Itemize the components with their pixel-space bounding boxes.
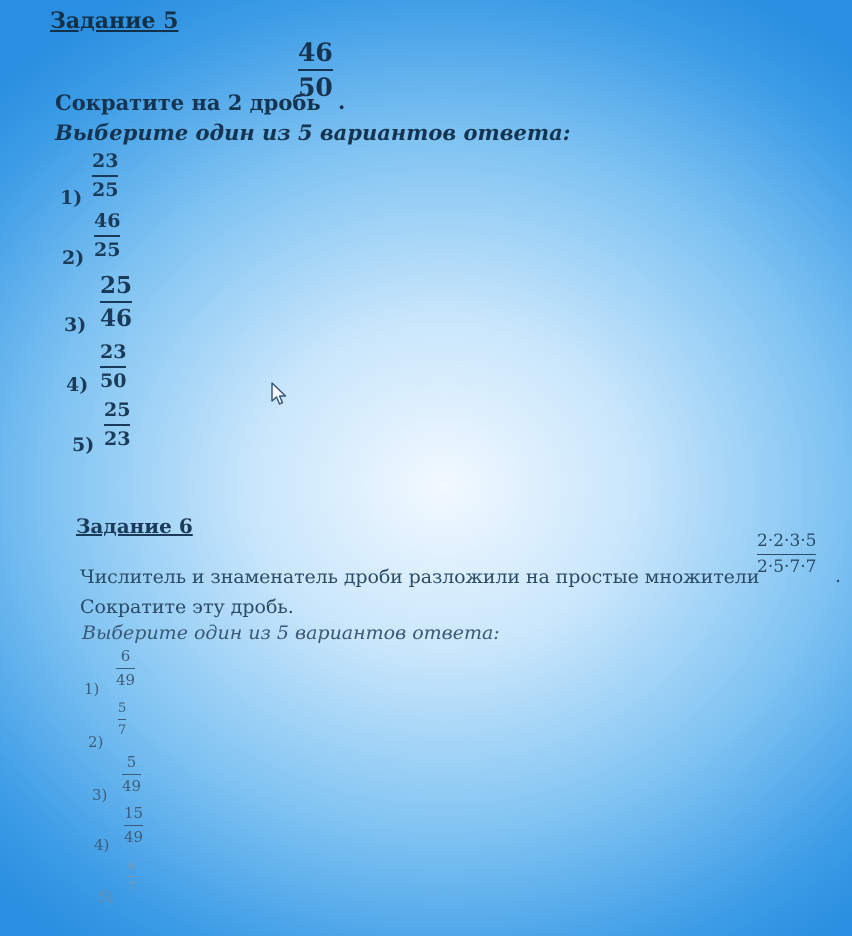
task5-fraction-denominator: 50 [298, 73, 333, 103]
option-numerator: 6 [120, 647, 131, 665]
fraction-bar [757, 554, 816, 556]
task5-option-3-fraction[interactable] [100, 274, 132, 331]
option-numerator: 23 [100, 341, 127, 363]
task6-header: Задание 6 [76, 514, 193, 538]
task6-option-4-fraction[interactable] [124, 806, 143, 846]
task5-header: Задание 5 [50, 8, 179, 34]
option-denominator: 7 [128, 879, 136, 894]
option-denominator: 46 [100, 305, 133, 333]
option-denominator: 50 [100, 369, 127, 392]
fraction-bar [116, 668, 135, 669]
fraction-bar [124, 825, 143, 826]
option-numerator: 46 [94, 210, 121, 232]
task5-option-2-label[interactable]: 2) [62, 247, 85, 269]
option-denominator: 49 [124, 827, 144, 846]
task5-option-4-label[interactable]: 4) [66, 374, 89, 396]
task5-option-3-label[interactable]: 3) [64, 314, 87, 336]
task5-option-1-fraction[interactable] [92, 152, 118, 201]
task6-option-2-fraction[interactable] [118, 702, 126, 737]
task5-option-5-label[interactable]: 5) [72, 434, 95, 456]
task6-option-3-fraction[interactable] [122, 755, 141, 795]
task6-prompt: Выберите один из 5 вариантов ответа: [82, 622, 500, 644]
option-denominator: 25 [94, 238, 121, 261]
fraction-bar [298, 69, 333, 71]
task5-question: Сократите на 2 дробь [55, 90, 321, 115]
option-numerator: 5 [126, 753, 137, 771]
task5-period: . [338, 89, 346, 114]
task5-option-5-fraction[interactable] [104, 401, 130, 450]
option-denominator: 7 [118, 722, 127, 738]
fraction-bar [128, 876, 136, 877]
option-numerator: 6 [128, 859, 136, 873]
task5-fraction-numerator: 46 [298, 38, 333, 67]
task6-option-5-fraction[interactable] [128, 860, 136, 893]
task6-option-1-label[interactable]: 1) [84, 680, 100, 698]
fraction-bar [92, 175, 118, 177]
mouse-pointer-icon [270, 382, 288, 406]
fraction-bar [94, 235, 120, 237]
task5-option-2-fraction[interactable] [94, 212, 120, 261]
option-denominator: 23 [104, 427, 131, 450]
fraction-bar [100, 366, 126, 368]
task5-option-1-label[interactable]: 1) [60, 187, 83, 209]
option-denominator: 49 [122, 776, 142, 795]
task6-option-3-label[interactable]: 3) [92, 786, 108, 804]
task6-option-2-label[interactable]: 2) [88, 733, 104, 751]
task6-fraction-denominator: 2·5·7·7 [757, 557, 817, 578]
task6-question-line2: Сократите эту дробь. [80, 596, 294, 618]
task6-period: . [835, 565, 842, 587]
option-numerator: 25 [104, 399, 131, 421]
task6-question-line1: Числитель и знаменатель дроби разложили на простые множители [80, 566, 760, 588]
task6-fraction [757, 533, 816, 577]
option-numerator: 5 [118, 701, 127, 716]
option-numerator: 25 [100, 272, 133, 299]
task6-fraction-numerator: 2·2·3·5 [757, 531, 817, 551]
option-numerator: 23 [92, 150, 119, 172]
task5-prompt: Выберите один из 5 вариантов ответа: [55, 120, 571, 145]
fraction-bar [122, 774, 141, 775]
fraction-bar [118, 719, 126, 720]
task6-option-1-fraction[interactable] [116, 649, 135, 689]
task6-option-5-label[interactable]: 5) [98, 888, 114, 906]
option-numerator: 15 [124, 804, 144, 822]
task6-option-4-label[interactable]: 4) [94, 836, 110, 854]
fraction-bar [100, 301, 132, 303]
fraction-bar [104, 424, 130, 426]
option-denominator: 49 [116, 670, 136, 689]
task5-option-4-fraction[interactable] [100, 343, 126, 392]
option-denominator: 25 [92, 178, 119, 201]
